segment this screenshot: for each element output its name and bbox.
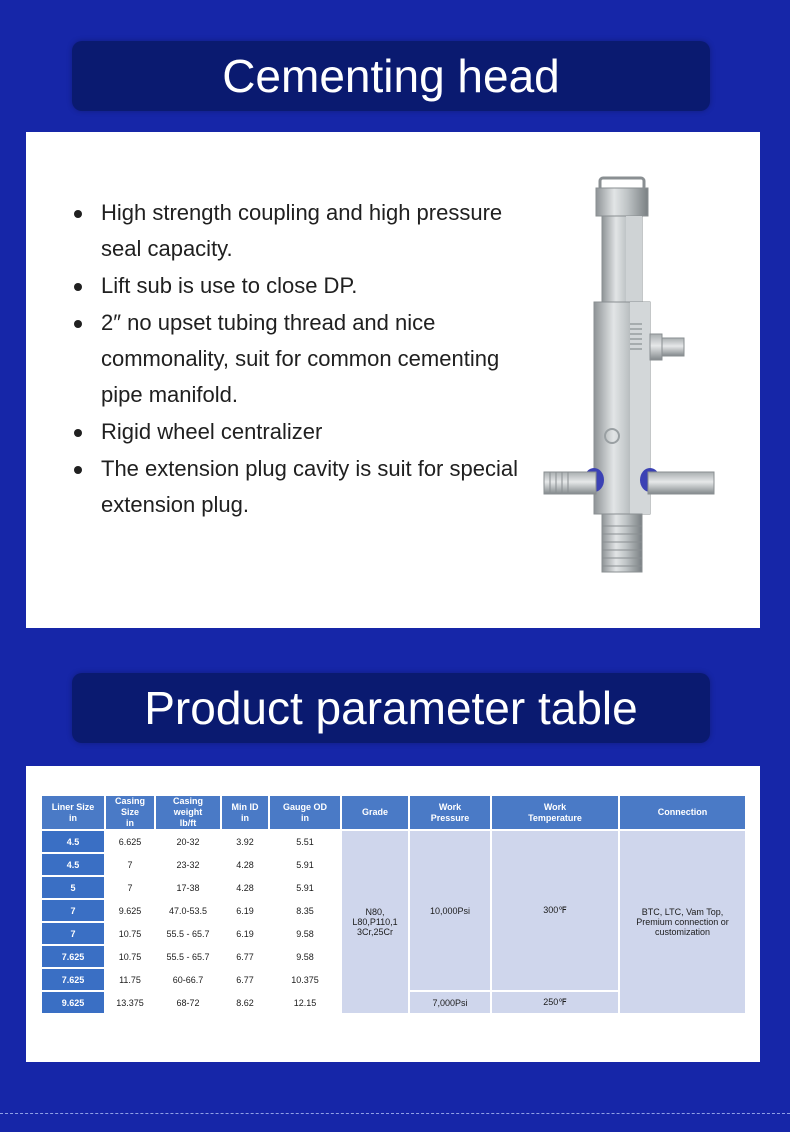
feature-item [74, 195, 544, 267]
cell-gauge-od: 5.91 [270, 854, 340, 875]
cell-casing-size: 10.75 [106, 946, 154, 967]
cell-work-pressure: 10,000Psi [410, 831, 490, 990]
header-liner-size: Liner Size in [42, 796, 104, 829]
feature-item [74, 414, 544, 450]
feature-item [74, 305, 544, 413]
header-work-pressure: Work Pressure [410, 796, 490, 829]
cell-work-temperature: 300℉ [492, 831, 618, 990]
cell-min-id: 6.77 [222, 946, 268, 967]
cell-casing-size: 11.75 [106, 969, 154, 990]
bullet-icon [74, 210, 82, 218]
cell-min-id: 6.19 [222, 900, 268, 921]
cell-casing-weight: 68-72 [156, 992, 220, 1013]
cell-grade: N80, L80,P110,1 3Cr,25Cr [342, 831, 408, 1013]
parameter-table-card [26, 766, 760, 1062]
cell-liner-size: 7.625 [42, 946, 104, 967]
cell-gauge-od: 9.58 [270, 923, 340, 944]
section-title: Product parameter table [144, 682, 638, 734]
bullet-icon [74, 320, 82, 328]
feature-text: Lift sub is use to close DP. [101, 273, 358, 298]
cell-gauge-od: 10.375 [270, 969, 340, 990]
cell-min-id: 3.92 [222, 831, 268, 852]
cell-gauge-od: 5.51 [270, 831, 340, 852]
cell-liner-size: 7.625 [42, 969, 104, 990]
cell-min-id: 4.28 [222, 877, 268, 898]
feature-item [74, 451, 544, 523]
cell-casing-weight: 60-66.7 [156, 969, 220, 990]
cell-casing-size: 9.625 [106, 900, 154, 921]
cell-casing-weight: 55.5 - 65.7 [156, 923, 220, 944]
feature-text: 2″ no upset tubing thread and nice commonality, suit for common cementing pipe manifold. [101, 310, 500, 407]
cell-casing-size: 7 [106, 854, 154, 875]
cell-gauge-od: 8.35 [270, 900, 340, 921]
cell-liner-size: 7 [42, 923, 104, 944]
section-title-banner [72, 673, 710, 743]
features-card [26, 132, 760, 628]
header-work-temperature: Work Temperature [492, 796, 618, 829]
header-connection: Connection [620, 796, 745, 829]
feature-text: Rigid wheel centralizer [101, 419, 323, 444]
feature-text: The extension plug cavity is suit for special extension plug. [101, 456, 518, 517]
header-casing-weight: Casing weight lb/ft [156, 796, 220, 829]
cell-liner-size: 5 [42, 877, 104, 898]
cell-liner-size: 7 [42, 900, 104, 921]
cell-gauge-od: 5.91 [270, 877, 340, 898]
bullet-icon [74, 429, 82, 437]
header-gauge-od: Gauge OD in [270, 796, 340, 829]
cell-casing-weight: 47.0-53.5 [156, 900, 220, 921]
header-casing-size: Casing Size in [106, 796, 154, 829]
cell-min-id: 6.77 [222, 969, 268, 990]
feature-item [74, 268, 544, 304]
cell-min-id: 6.19 [222, 923, 268, 944]
cell-casing-size: 7 [106, 877, 154, 898]
bullet-icon [74, 466, 82, 474]
cell-min-id: 8.62 [222, 992, 268, 1013]
header-grade: Grade [342, 796, 408, 829]
table-row [42, 831, 745, 852]
cell-casing-weight: 23-32 [156, 854, 220, 875]
cell-gauge-od: 12.15 [270, 992, 340, 1013]
header-min-id: Min ID in [222, 796, 268, 829]
cell-casing-size: 6.625 [106, 831, 154, 852]
cell-casing-weight: 55.5 - 65.7 [156, 946, 220, 967]
section-title-banner [72, 41, 710, 111]
bullet-icon [74, 283, 82, 291]
cell-casing-weight: 17-38 [156, 877, 220, 898]
cell-work-pressure: 7,000Psi [410, 992, 490, 1013]
cell-min-id: 4.28 [222, 854, 268, 875]
cell-casing-size: 10.75 [106, 923, 154, 944]
footer-divider [0, 1113, 790, 1114]
cementing-head-product-image [542, 174, 716, 584]
cell-gauge-od: 9.58 [270, 946, 340, 967]
cell-casing-weight: 20-32 [156, 831, 220, 852]
cell-liner-size: 4.5 [42, 831, 104, 852]
cell-connection: BTC, LTC, Vam Top, Premium connection or customization [620, 831, 745, 1013]
cell-liner-size: 4.5 [42, 854, 104, 875]
feature-list [74, 195, 544, 524]
cell-liner-size: 9.625 [42, 992, 104, 1013]
parameter-table [40, 794, 747, 1015]
table-header-row [42, 796, 745, 829]
cell-work-temperature: 250℉ [492, 992, 618, 1013]
cell-casing-size: 13.375 [106, 992, 154, 1013]
section-title: Cementing head [222, 50, 560, 102]
feature-text: High strength coupling and high pressure seal capacity. [101, 200, 503, 261]
